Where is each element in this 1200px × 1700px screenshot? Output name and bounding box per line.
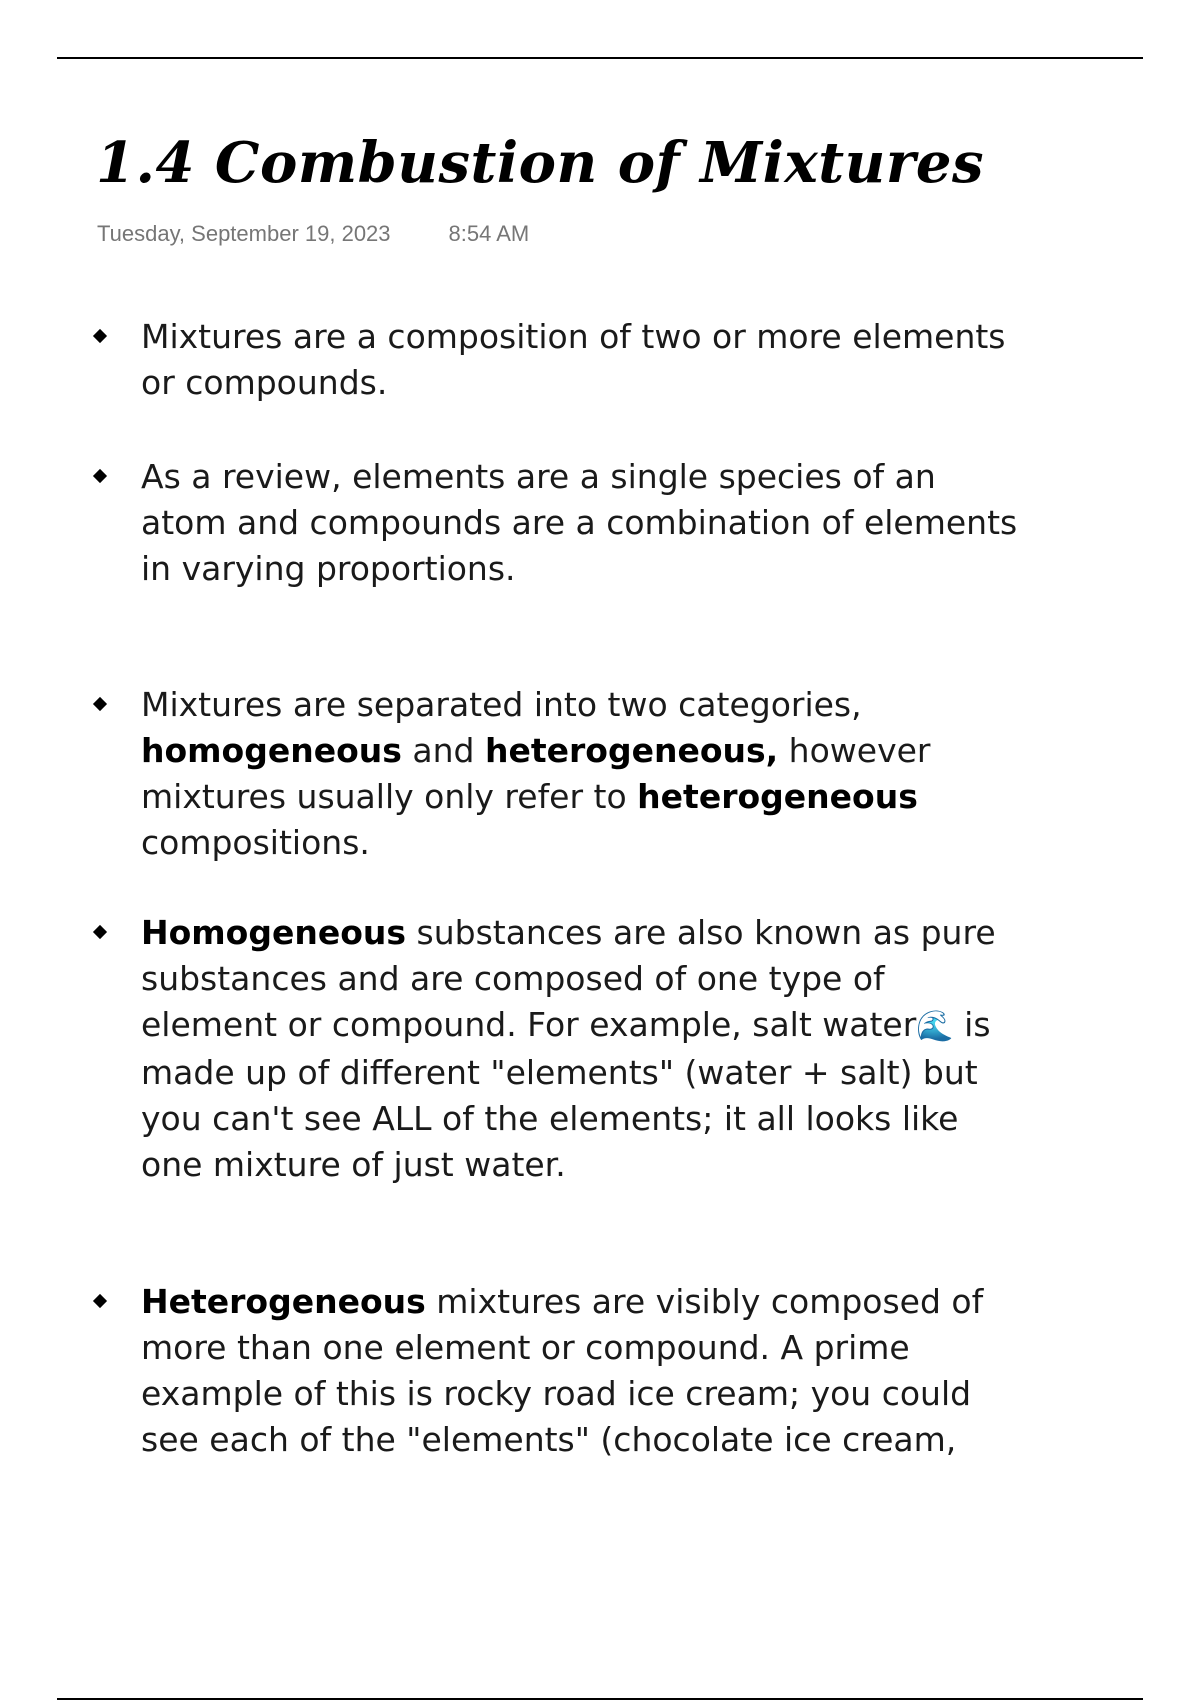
page-timestamp <box>97 221 529 247</box>
bold-term-heterogeneous: heterogeneous, <box>484 731 779 770</box>
page-title: 1.4 Combustion of Mixtures <box>96 130 985 196</box>
bullet-text: Mixtures are a composition of two or more elements or compounds. <box>141 317 1006 402</box>
page-top-divider <box>57 57 1143 59</box>
bullet-text <box>141 682 1021 866</box>
text-run: substances are also known as pure substances and are composed of one type of element or compound. For example, salt water <box>141 913 996 1044</box>
text-run: Mixtures are separated into two categories, <box>141 685 862 724</box>
diamond-bullet-icon <box>93 1294 107 1308</box>
text-run: however mixtures usually only refer to <box>141 731 931 816</box>
text-run: is made up of different "elements" (water + salt) but you can't see ALL of the elements; it all looks like one mixture of just water. <box>141 1005 991 1184</box>
bullet-item <box>90 314 1070 406</box>
bold-term-heterogeneous: Heterogeneous <box>141 1282 426 1321</box>
text-run: and <box>401 731 485 770</box>
diamond-bullet-icon <box>93 925 107 939</box>
bold-term-heterogeneous: heterogeneous <box>637 777 918 816</box>
bullet-item <box>90 454 1070 592</box>
notes-body[interactable] <box>90 314 1070 1478</box>
bullet-text <box>141 1279 1021 1463</box>
text-run: mixtures are visibly composed of more than one element or compound. A prime example of this is rocky road ice cream; you could see each of the "elements" (chocolate ice cream, <box>141 1282 984 1459</box>
bullet-item <box>90 910 1070 1188</box>
bold-term-homogeneous: Homogeneous <box>141 913 407 952</box>
bullet-item <box>90 1279 1070 1463</box>
diamond-bullet-icon <box>93 329 107 343</box>
page-date: Tuesday, September 19, 2023 <box>97 221 391 246</box>
text-run: compositions. <box>141 823 370 862</box>
water-wave-icon: 🌊 <box>916 1009 954 1044</box>
bullet-text <box>141 910 1021 1188</box>
bullet-item <box>90 682 1070 866</box>
bullet-text: As a review, elements are a single species of an atom and compounds are a combination of elements in varying proportions. <box>141 457 1018 588</box>
page-time: 8:54 AM <box>448 221 530 246</box>
diamond-bullet-icon <box>93 469 107 483</box>
bold-term-homogeneous: homogeneous <box>141 731 402 770</box>
diamond-bullet-icon <box>93 697 107 711</box>
